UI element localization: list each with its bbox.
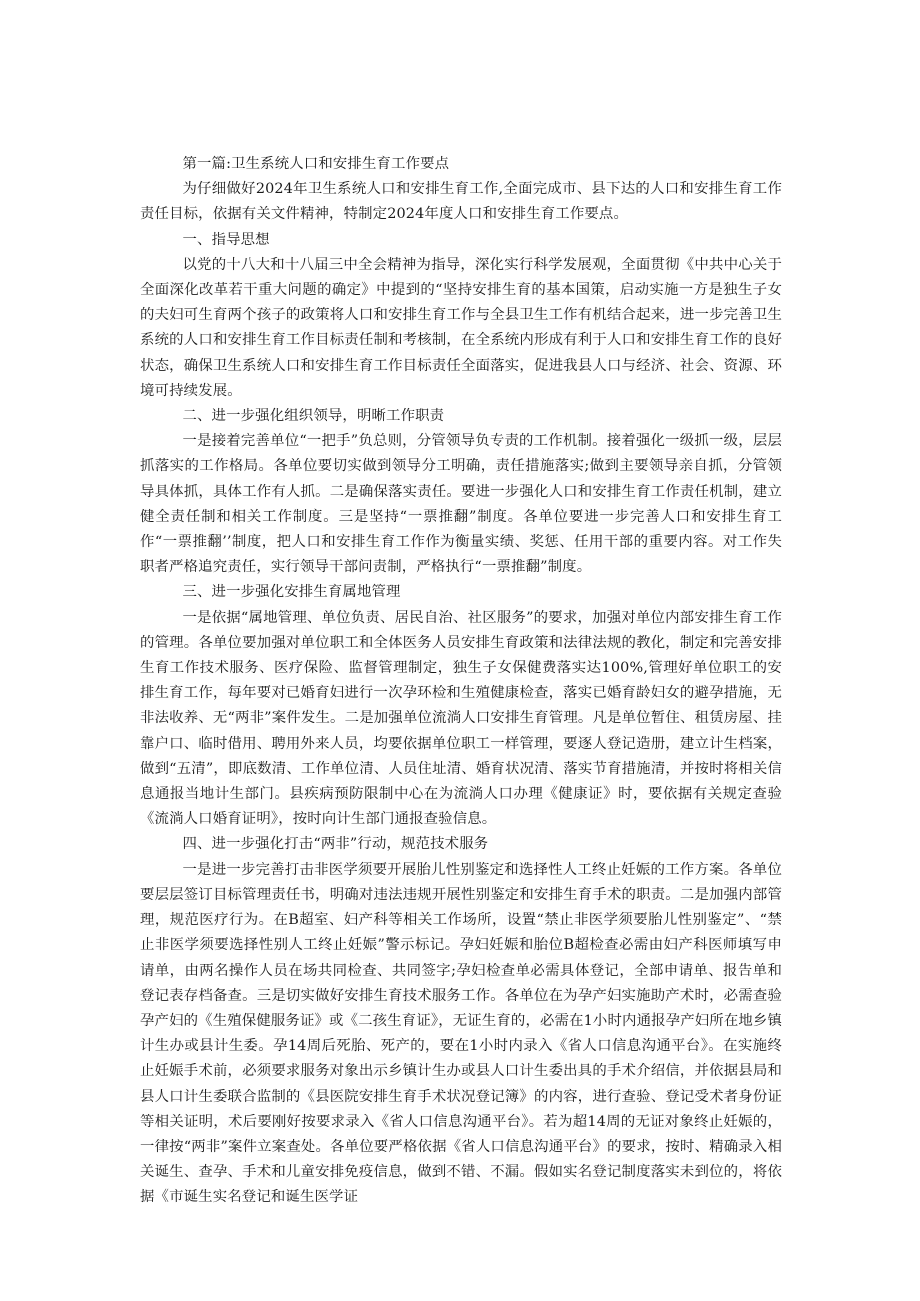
document-title: 第一篇:卫生系统人口和安排生育工作要点: [182, 156, 450, 172]
section-2-paragraph: 一是接着完善单位“一把手”负总则，分管领导负专责的工作机制。接着强化一级抓一级，层层抓落实的工作格局。各单位要切实做到领导分工明确，责任措施落实;做到主要领导亲自抓，分管领导具体抓，具体工作有人抓。二是确保落实责任。要进一步强化人口和安排生育工作责任机制，建立健全责任制和相关工作制度。三是坚持“一票推翻”制度。各单位要进一步完善人口和安排生育工作“一票推翻’’制度，把人口和安排生育工作作为衡量实绩、奖惩、任用干部的重要内容。对工作失职者严格追究责任，实行领导干部问责制，严格执行“一票推翻”制度。: [140, 433, 782, 576]
section-heading-3: 三、进一步强化安排生育属地管理: [182, 584, 401, 601]
document-page: [140, 152, 782, 1211]
section-heading-1: 一、指导思想: [182, 231, 270, 248]
section-heading-4: 四、进一步强化打击“两非”行动，规范技术服务: [182, 836, 489, 853]
section-3-paragraph: 一是依据“属地管理、单位负责、居民自治、社区服务”的要求，加强对单位内部安排生育工作的管理。各单位要加强对单位职工和全体医务人员安排生育政策和法律法规的教化，制定和完善安排生育工作技术服务、医疗保险、监督管理制定，独生子女保健费落实达100%,管理好单位职工的安排生育工作，每年要对已婚育妇进行一次孕环检和生殖健康检查，落实已婚育龄妇女的避孕措施，无非法收养、无“两非”案件发生。二是加强单位流淌人口安排生育管理。凡是单位暂住、租赁房屋、挂靠户口、临时借用、聘用外来人员，均要依据单位职工一样管理，要逐人登记造册，建立计生档案，做到“五清”，即底数清、工作单位清、人员住址清、婚育状况清、落实节育措施清，并按时将相关信息通报当地计生部门。县疾病预防限制中心在为流淌人口办理《健康证》时，要依据有关规定查验《流淌人口婚育证明》，按时向计生部门通报查验信息。: [140, 609, 782, 828]
section-heading-2: 二、进一步强化组织领导，明晰工作职责: [182, 408, 445, 425]
section-4-paragraph: 一是进一步完善打击非医学须要开展胎儿性别鉴定和选择性人工终止妊娠的工作方案。各单位要层层签订目标管理责任书，明确对违法违规开展性别鉴定和安排生育手术的职责。二是加强内部管理，规范医疗行为。在B超室、妇产科等相关工作场所，设置“禁止非医学须要胎儿性别鉴定”、“禁止非医学须要选择性别人工终止妊娠”警示标记。孕妇妊娠和胎位B超检查必需由妇产科医师填写申请单，由两名操作人员在场共同检查、共同签字;孕妇检查单必需具体登记，全部申请单、报告单和登记表存档备查。三是切实做好安排生育技术服务工作。各单位在为孕产妇实施助产术时，必需查验孕产妇的《生殖保健服务证》或《二孩生育证》，无证生育的，必需在1小时内通报孕产妇所在地乡镇计生办或县计生委。孕14周后死胎、死产的，要在1小时内录入《省人口信息沟通平台》。在实施终止妊娠手术前，必须要求服务对象出示乡镇计生办或县人口计生委出具的手术介绍信，并依据县局和县人口计生委联合监制的《县医院安排生育手术状况登记簿》的内容，进行查验、登记受术者身份证等相关证明，术后要刚好按要求录入《省人口信息沟通平台》。若为超14周的无证对象终止妊娠的，一律按“两非”案件立案查处。各单位要严格依据《省人口信息沟通平台》的要求，按时、精确录入相关诞生、查孕、手术和儿童安排免疫信息，做到不错、不漏。假如实名登记制度落实未到位的，将依据《市诞生实名登记和诞生医学证: [140, 861, 782, 1206]
section-1-paragraph: 以党的十八大和十八届三中全会精神为指导，深化实行科学发展观，全面贯彻《中共中心关于全面深化改革若干重大问题的确定》中提到的“坚持安排生育的基本国策，启动实施一方是独生子女的夫妇可生育两个孩子的政策将人口和安排生育工作与全县卫生工作有机结合起来，进一步完善卫生系统的人口和安排生育工作目标责任制和考核制，在全系统内形成有利于人口和安排生育工作的良好状态，确保卫生系统人口和安排生育工作目标责任全面落实，促进我县人口与经济、社会、资源、环境可持续发展。: [140, 256, 782, 399]
intro-paragraph: 为仔细做好2024年卫生系统人口和安排生育工作,全面完成市、县下达的人口和安排生育工作责任目标，依据有关文件精神，特制定2024年度人口和安排生育工作要点。: [140, 181, 782, 223]
